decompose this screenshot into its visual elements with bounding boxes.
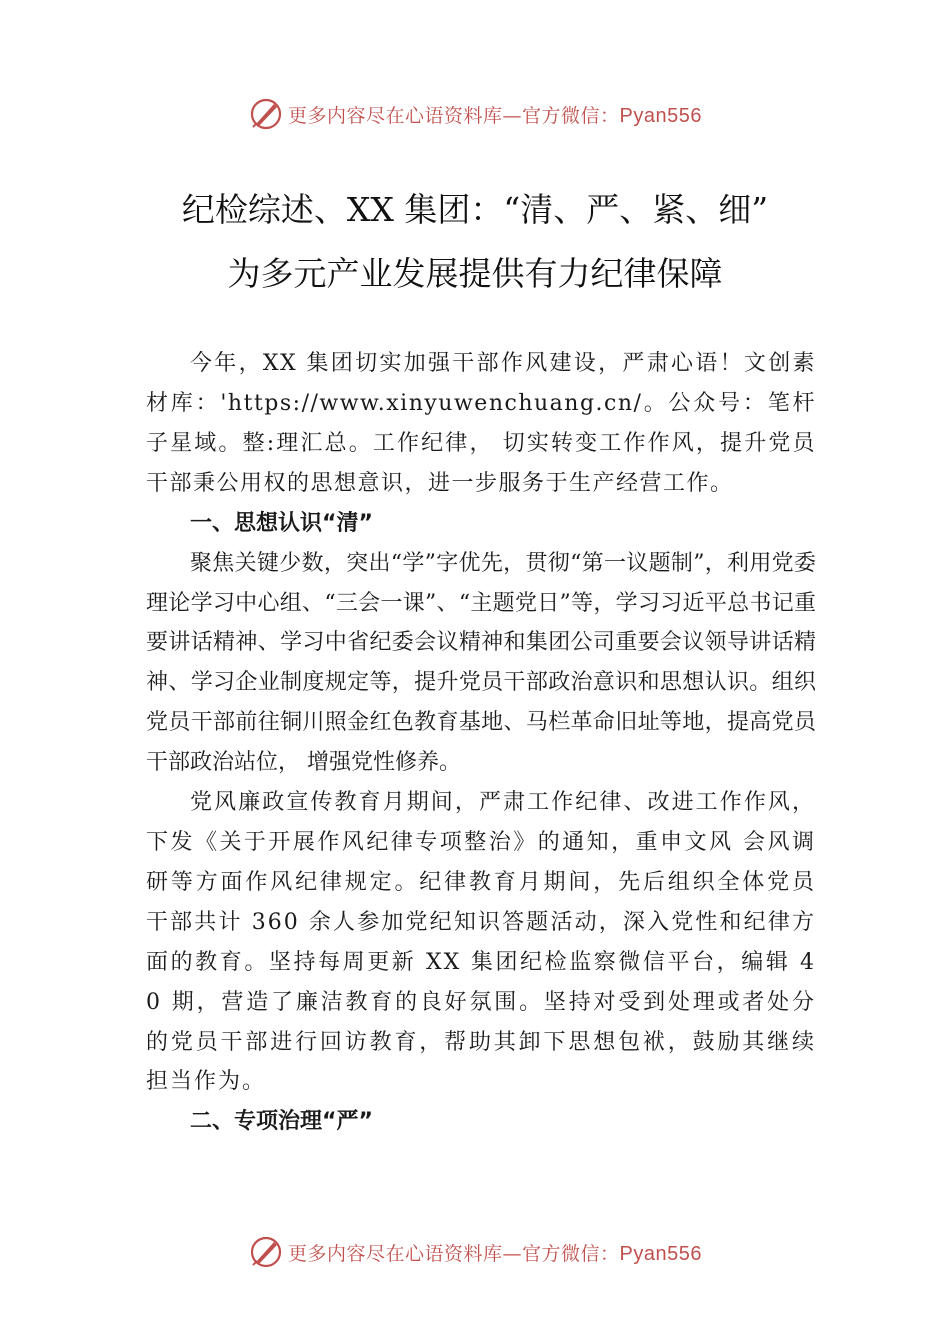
quill-logo-icon bbox=[248, 96, 284, 132]
section-heading-1: 一、思想认识“清” bbox=[190, 510, 373, 536]
header-watermark-banner bbox=[0, 92, 950, 136]
banner-text: 更多内容尽在心语资料库—官方微信：Pyan556 bbox=[288, 104, 702, 127]
document-title-line-1: 纪检综述、XX 集团：“清、严、紧、细” bbox=[181, 190, 769, 229]
section-1-paragraph-2: 党风廉政宣传教育月期间，严肃工作纪律、改进工作作风，下发《关于开展作风纪律专项整治》的通知，重申文风 会风调研等方面作风纪律规定。纪律教育月期间，先后组织全体党员干部共计 360 余人参加党纪知识答题活动，深入党性和纪律方面的教育。坚持每周更新 XX 集团纪检监察微信平台，编辑 40 期，营造了廉洁教育的良好氛围。坚持对受到处理或者处分的党员干部进行回访教育，帮助其卸下思想包袱，鼓励其继续担当作为。 bbox=[146, 790, 816, 1095]
section-1-paragraph-1: 聚焦关键少数，突出“学”字优先，贯彻“第一议题制”，利用党委理论学习中心组、“三会一课”、“主题党日”等，学习习近平总书记重要讲话精神、学习中省纪委会议精神和集团公司重要会议领导讲话精神、学习企业制度规定等，提升党员干部政治意识和思想认识。组织党员干部前往铜川照金红色教育基地、马栏革命旧址等地，提高党员干部政治站位， 增强党性修养。 bbox=[146, 550, 816, 776]
intro-paragraph: 今年，XX 集团切实加强干部作风建设，严肃心语！文创素材库：'https://www.xinyuwenchuang.cn/。公众号：笔杆子星域。整:理汇总。工作纪律， 切实转变工作作风，提升党员干部秉公用权的思想意识，进一步服务于生产经营工作。 bbox=[146, 351, 816, 496]
document-body bbox=[146, 344, 816, 1142]
document-title-line-2: 为多元产业发展提供有力纪律保障 bbox=[227, 254, 723, 293]
quill-logo-icon bbox=[248, 1234, 284, 1270]
section-heading-2: 二、专项治理“严” bbox=[190, 1109, 373, 1135]
footer-watermark-banner bbox=[0, 1230, 950, 1274]
banner-text: 更多内容尽在心语资料库—官方微信：Pyan556 bbox=[288, 1242, 702, 1265]
